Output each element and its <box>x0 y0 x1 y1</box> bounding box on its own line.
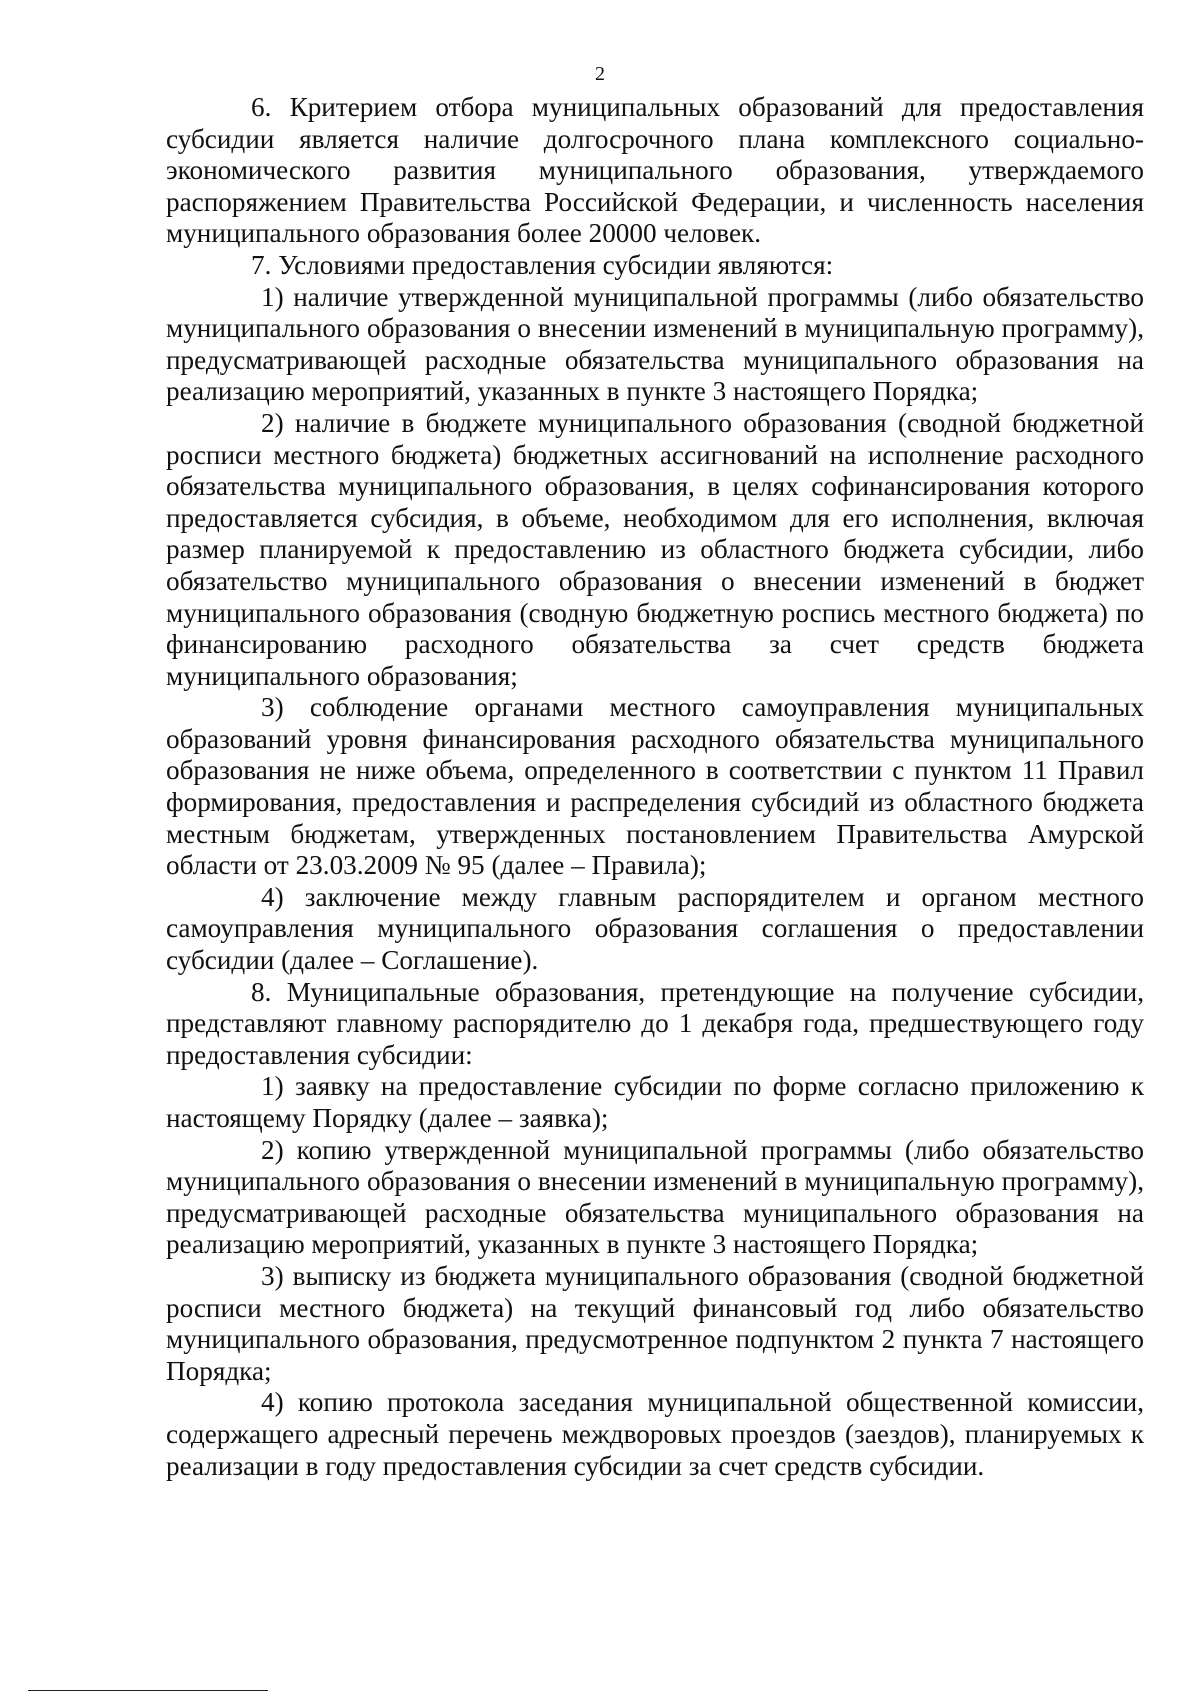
document-body <box>166 92 1144 1482</box>
paragraph-submission-2: 2) копию утвержденной муниципальной программы (либо обязательство муниципального образования о внесении изменений в муниципальную программу), предусматривающей расходные обязательства муниципального образования на реализацию мероприятий, указанных в пункте 3 настоящего Порядка; <box>166 1134 1144 1260</box>
paragraph-conditions-heading: 7. Условиями предоставления субсидии являются: <box>251 249 834 280</box>
paragraph-submission-4: 4) копию протокола заседания муниципальной общественной комиссии, содержащего адресный перечень междворовых проездов (заездов), планируемых к реализации в году предоставления субсидии за счет средств субсидии. <box>166 1387 1144 1481</box>
paragraph-submission-3: 3) выписку из бюджета муниципального образования (сводной бюджетной росписи местного бюджета) на текущий финансовый год либо обязательство муниципального образования, предусмотренное подпунктом 2 пункта 7 настоящего Порядка; <box>166 1260 1144 1386</box>
paragraph-condition-3: 3) соблюдение органами местного самоуправления муниципальных образований уровня финансирования расходного обязательства муниципального образования не ниже объема, определенного в соответствии с пунктом 11 Правил формирования, предоставления и распределения субсидий из областного бюджета местным бюджетам, утвержденных постановлением Правительства Амурской области от 23.03.2009 № 95 (далее – Правила); <box>166 692 1144 881</box>
footer-rule <box>28 1690 268 1691</box>
paragraph-submission-1: 1) заявку на предоставление субсидии по форме согласно приложению к настоящему Порядку (далее – заявка); <box>166 1071 1144 1133</box>
page-number: 2 <box>595 63 605 85</box>
paragraph-submission-heading: 8. Муниципальные образования, претендующие на получение субсидии, представляют главному распорядителю до 1 декабря года, предшествующего году предоставления субсидии: <box>166 976 1144 1070</box>
paragraph-condition-1: 1) наличие утвержденной муниципальной программы (либо обязательство муниципального образования о внесении изменений в муниципальную программу), предусматривающей расходные обязательства муниципального образования на реализацию мероприятий, указанных в пункте 3 настоящего Порядка; <box>166 281 1144 407</box>
paragraph-condition-2: 2) наличие в бюджете муниципального образования (сводной бюджетной росписи местного бюджета) бюджетных ассигнований на исполнение расходного обязательства муниципального образования, в целях софинансирования которого предоставляется субсидия, в объеме, необходимом для его исполнения, включая размер планируемой к предоставлению из областного бюджета субсидии, либо обязательство муниципального образования о внесении изменений в бюджет муниципального образования (сводную бюджетную роспись местного бюджета) по финансированию расходного обязательства за счет средств бюджета муниципального образования; <box>166 407 1144 691</box>
paragraph-condition-4: 4) заключение между главным распорядителем и органом местного самоуправления муниципального образования соглашения о предоставлении субсидии (далее – Соглашение). <box>166 881 1144 976</box>
paragraph-criteria: 6. Критерием отбора муниципальных образований для предоставления субсидии является наличие долгосрочного плана комплексного социально-экономического развития муниципального образования, утверждаемого распоряжением Правительства Российской Федерации, и численность населения муниципального образования более 20000 человек. <box>166 92 1144 249</box>
